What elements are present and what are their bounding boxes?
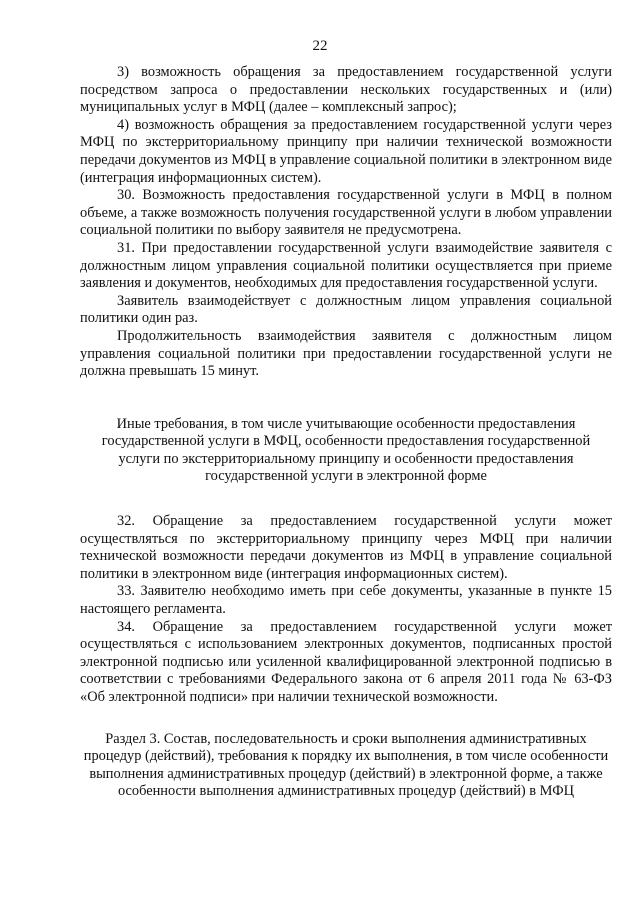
spacer [80, 486, 612, 513]
paragraph-34: 34. Обращение за предоставлением государственной услуги может осуществляться с использованием электронных документов, подписанных простой электронной подписью или усиленной квалифицированной электронной подписью в соответствии с требованиями Федерального закона от 6 апреля 2011 года № 63-ФЗ «Об электронной подписи» при наличии технической возможности. [80, 618, 612, 705]
document-body [80, 64, 612, 801]
paragraph-item-4: 4) возможность обращения за предоставлением государственной услуги через МФЦ по экстерриториальному принципу при наличии технической возможности передачи документов из МФЦ в управление социальной политики в электронном виде (интеграция информационных систем). [80, 116, 612, 186]
paragraph-32: 32. Обращение за предоставлением государственной услуги может осуществляться по экстерриториальному принципу через МФЦ при наличии технической возможности передачи документов из МФЦ в управление социальной политики в электронном виде (интеграция информационных систем). [80, 513, 612, 582]
paragraph-item-3: 3) возможность обращения за предоставлением государственной услуги посредством запроса о предоставлении нескольких государственных и (или) муниципальных услуг в МФЦ (далее – комплексный запрос); [80, 64, 612, 116]
section-heading-other-requirements: Иные требования, в том числе учитывающие особенности предоставления государственной услуги в МФЦ, особенности предоставления государственной услуги по экстерриториальному принципу и особенности предоставления государственной услуги в электронной форме [101, 415, 591, 485]
page-number: 22 [312, 38, 328, 54]
section-heading-section-3: Раздел 3. Состав, последовательность и сроки выполнения административных процедур (действий), требования к порядку их выполнения, в том числе особенности выполнения административных процедур (действий) в электронной форме, а также особенности выполнения административных процедур (действий) в МФЦ [83, 730, 609, 800]
paragraph-33: 33. Заявителю необходимо иметь при себе документы, указанные в пункте 15 настоящего регламента. [80, 583, 612, 618]
paragraph-30: 30. Возможность предоставления государственной услуги в МФЦ в полном объеме, а также возможность получения государственной услуги в любом управлении социальной политики по выбору заявителя не предусмотрена. [80, 187, 612, 239]
spacer [80, 381, 612, 416]
paragraph-applicant-interaction: Заявитель взаимодействует с должностным лицом управления социальной политики один раз. [80, 292, 612, 327]
paragraph-interaction-duration: Продолжительность взаимодействия заявителя с должностным лицом управления социальной политики при предоставлении государственной услуги не должна превышать 15 минут. [80, 327, 612, 380]
paragraph-31: 31. При предоставлении государственной услуги взаимодействие заявителя с должностным лицом управления социальной политики осуществляется при приеме заявления и документов, необходимых для предоставления государственной услуги. [80, 239, 612, 292]
spacer [80, 707, 612, 731]
